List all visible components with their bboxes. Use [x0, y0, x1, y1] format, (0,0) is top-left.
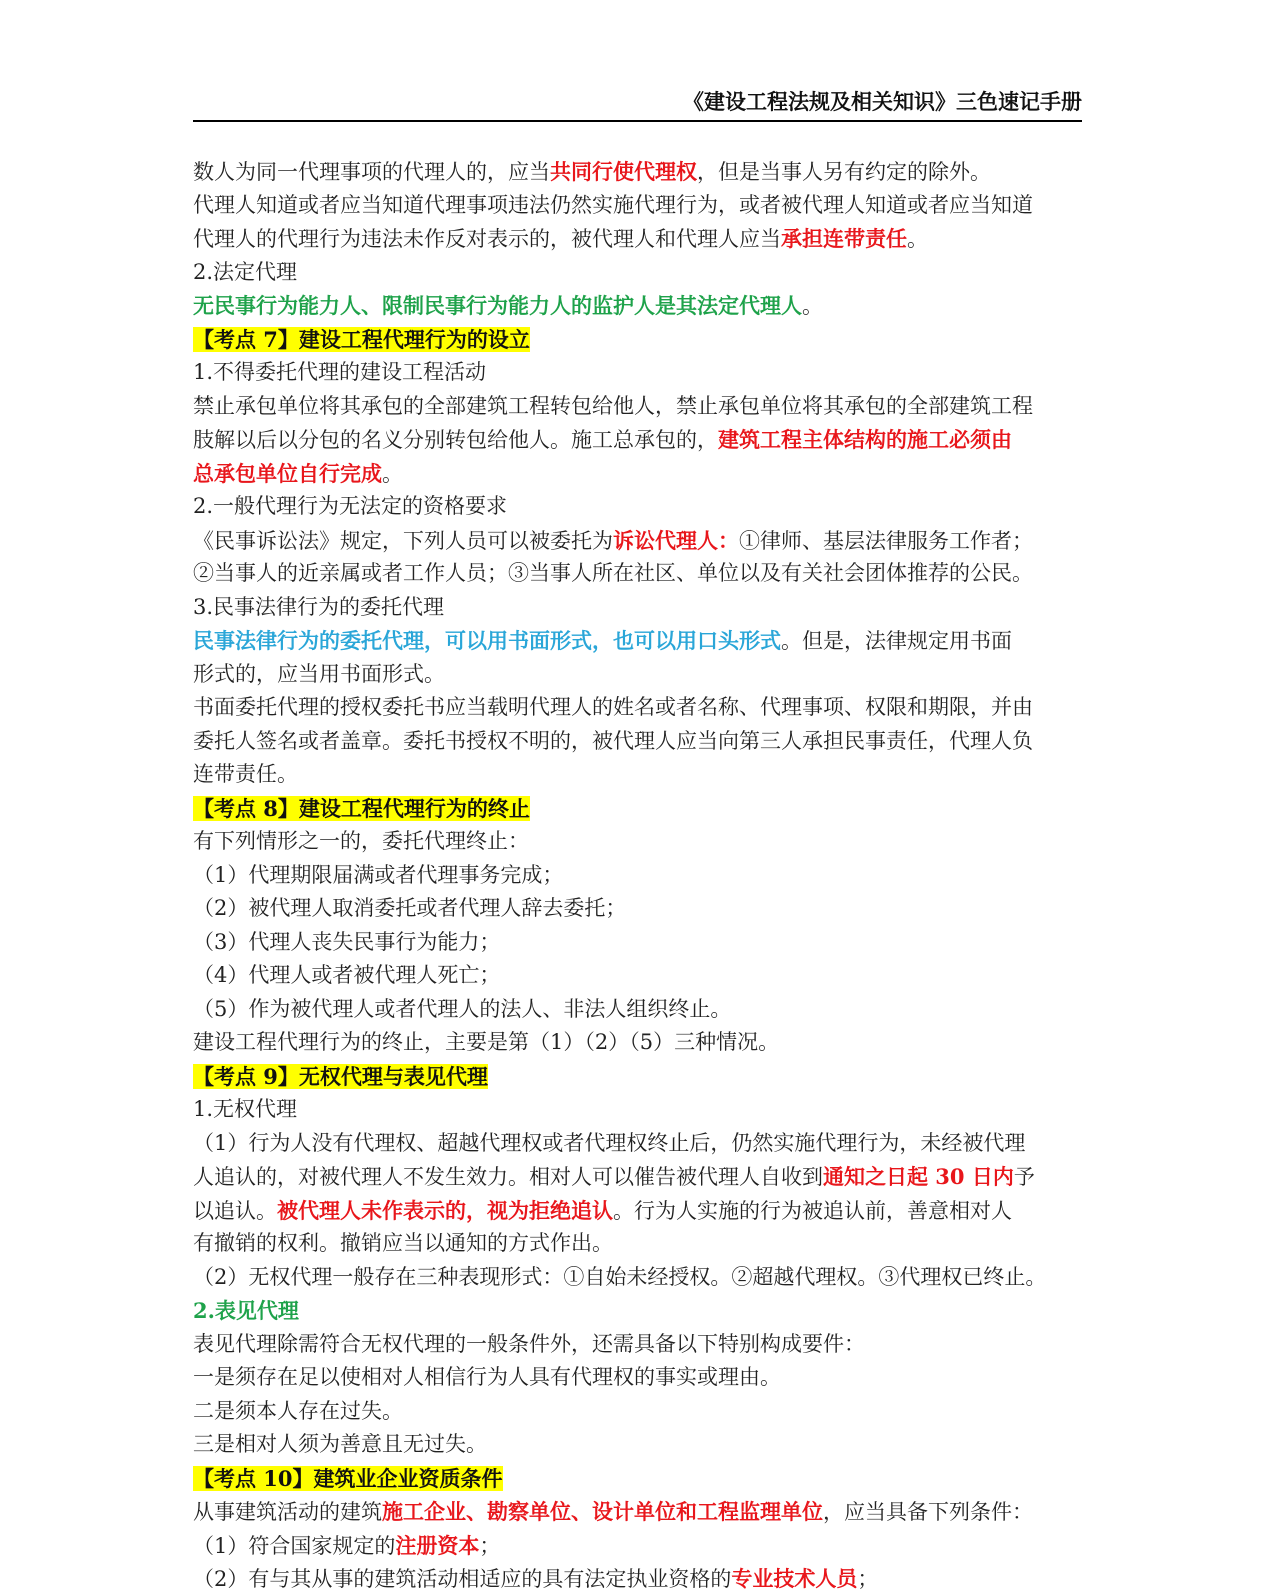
- highlighted-text: 建筑工程主体结构的施工必须由: [718, 427, 1012, 452]
- text-line: [193, 758, 1082, 792]
- highlighted-text: 无民事行为能力人、限制民事行为能力人的监护人是其法定代理人: [193, 293, 802, 318]
- text-segment: 。行为人实施的行为被追认前，善意相对人: [613, 1198, 1012, 1223]
- text-line: [193, 189, 1082, 223]
- text-line: [193, 1160, 1082, 1194]
- text-line: [193, 1127, 1082, 1161]
- text-line: [193, 490, 1082, 524]
- text-segment: ①律师、基层法律服务工作者；: [739, 528, 1033, 553]
- text-segment: ，应当具备下列条件：: [823, 1500, 1033, 1524]
- text-segment: 以追认。: [193, 1198, 277, 1223]
- text-segment: 三是相对人须为善意且无过失。: [193, 1432, 487, 1456]
- highlighted-text: 共同行使代理权: [550, 159, 697, 184]
- text-segment: 二是须本人存在过失。: [193, 1398, 403, 1423]
- text-segment: 《民事诉讼法》规定，下列人员可以被委托为: [193, 528, 613, 553]
- text-segment: 。但是，法律规定用书面: [781, 629, 1012, 653]
- text-segment: 。: [907, 227, 928, 251]
- header-title: 《建设工程法规及相关知识》三色速记手册: [683, 89, 1082, 114]
- text-line: [193, 323, 1082, 357]
- text-segment: 肢解以后以分包的名义分别转包给他人。施工总承包的，: [193, 428, 718, 452]
- text-line: [193, 1093, 1082, 1127]
- text-line: [193, 725, 1082, 759]
- text-segment: （4）代理人或者被代理人死亡；: [193, 963, 501, 987]
- text-line: [193, 1227, 1082, 1261]
- text-segment: 代理人知道或者应当知道代理事项违法仍然实施代理行为，或者被代理人知道或者应当知道: [193, 192, 1033, 217]
- text-line: [193, 524, 1082, 558]
- text-segment: 数人为同一代理事项的代理人的，应当: [193, 160, 550, 184]
- text-line: [193, 390, 1082, 424]
- text-segment: ；: [857, 1567, 879, 1591]
- text-segment: 表见代理除需符合无权代理的一般条件外，还需具备以下特别构成要件：: [193, 1331, 865, 1356]
- text-line: [193, 1060, 1082, 1094]
- text-segment: 1.不得委托代理的建设工程活动: [193, 360, 487, 384]
- text-line: [193, 1395, 1082, 1429]
- highlighted-text: 注册资本: [395, 1532, 480, 1558]
- text-line: [193, 926, 1082, 960]
- text-line: [193, 792, 1082, 826]
- text-line: [193, 222, 1082, 256]
- text-segment: 一是须存在足以使相对人相信行为人具有代理权的事实或理由。: [193, 1365, 781, 1389]
- highlighted-text: 2.表见代理: [193, 1298, 299, 1323]
- text-line: [193, 1462, 1082, 1496]
- text-segment: 。: [382, 461, 403, 486]
- text-segment: 1.无权代理: [193, 1097, 298, 1121]
- text-line: [193, 1261, 1082, 1295]
- page-header: [193, 84, 1082, 122]
- section-heading: 【考点 8】建设工程代理行为的终止: [193, 795, 530, 821]
- text-line: [193, 289, 1082, 323]
- text-segment: 予: [1013, 1165, 1035, 1189]
- text-line: [193, 1428, 1082, 1462]
- text-segment: （1）符合国家规定的: [193, 1533, 396, 1558]
- text-segment: （5）作为被代理人或者代理人的法人、非法人组织终止。: [193, 996, 732, 1021]
- text-segment: 形式的，应当用书面形式。: [193, 661, 445, 686]
- text-line: [193, 1529, 1082, 1563]
- text-line: [193, 859, 1082, 893]
- text-line: [193, 256, 1082, 290]
- highlighted-text: 通知之日起 30 日内: [823, 1164, 1014, 1189]
- text-segment: 禁止承包单位将其承包的全部建筑工程转包给他人，禁止承包单位将其承包的全部建筑工程: [193, 393, 1033, 418]
- text-segment: 委托人签名或者盖章。委托书授权不明的，被代理人应当向第三人承担民事责任，代理人负: [193, 728, 1033, 753]
- text-line: [193, 624, 1082, 658]
- text-line: [193, 155, 1082, 189]
- text-line: [193, 591, 1082, 625]
- text-segment: 有撤销的权利。撤销应当以通知的方式作出。: [193, 1231, 613, 1255]
- text-segment: （2）有与其从事的建筑活动相适应的具有法定执业资格的: [193, 1567, 732, 1591]
- text-line: [193, 691, 1082, 725]
- text-segment: （2）被代理人取消委托或者代理人辞去委托；: [193, 896, 627, 920]
- text-segment: ，但是当事人另有约定的除外。: [697, 160, 991, 184]
- text-segment: 有下列情形之一的，委托代理终止：: [193, 829, 529, 853]
- text-segment: （3）代理人丧失民事行为能力；: [193, 929, 501, 954]
- text-line: [193, 1026, 1082, 1060]
- text-segment: 从事建筑活动的建筑: [193, 1500, 382, 1524]
- text-segment: 连带责任。: [193, 762, 298, 786]
- text-line: [193, 1294, 1082, 1328]
- text-line: [193, 457, 1082, 491]
- highlighted-text: 总承包单位自行完成: [193, 460, 382, 486]
- text-line: [193, 1562, 1082, 1596]
- text-segment: （1）代理期限届满或者代理事务完成；: [193, 862, 564, 887]
- text-segment: （2）无权代理一般存在三种表现形式：①自始未经授权。②超越代理权。③代理权已终止。: [193, 1264, 1047, 1289]
- document-body: [193, 155, 1082, 1596]
- text-line: [193, 825, 1082, 859]
- text-line: [193, 356, 1082, 390]
- text-line: [193, 1495, 1082, 1529]
- highlighted-text: 诉讼代理人：: [613, 527, 739, 553]
- text-segment: 建设工程代理行为的终止，主要是第（1）（2）（5）三种情况。: [193, 1030, 780, 1054]
- text-line: [193, 423, 1082, 457]
- text-line: [193, 1361, 1082, 1395]
- section-heading: 【考点 7】建设工程代理行为的设立: [193, 326, 530, 352]
- text-segment: （1）行为人没有代理权、超越代理权或者代理权终止后，仍然实施代理行为，未经被代理: [193, 1130, 1026, 1155]
- text-segment: ；: [479, 1533, 501, 1558]
- section-heading: 【考点 10】建筑业企业资质条件: [193, 1465, 503, 1491]
- highlighted-text: 民事法律行为的委托代理，可以用书面形式，也可以用口头形式: [193, 628, 781, 653]
- text-line: [193, 959, 1082, 993]
- text-line: [193, 1194, 1082, 1228]
- text-segment: ②当事人的近亲属或者工作人员；③当事人所在社区、单位以及有关社会团体推荐的公民。: [193, 561, 1033, 585]
- text-line: [193, 993, 1082, 1027]
- text-line: [193, 557, 1082, 591]
- section-heading: 【考点 9】无权代理与表见代理: [193, 1063, 488, 1089]
- text-segment: 代理人的代理行为违法未作反对表示的，被代理人和代理人应当: [193, 227, 781, 251]
- text-segment: 书面委托代理的授权委托书应当载明代理人的姓名或者名称、代理事项、权限和期限，并由: [193, 695, 1033, 719]
- text-segment: 人追认的，对被代理人不发生效力。相对人可以催告被代理人自收到: [193, 1165, 823, 1189]
- highlighted-text: 承担连带责任: [781, 226, 907, 251]
- text-line: [193, 892, 1082, 926]
- text-segment: 3.民事法律行为的委托代理: [193, 594, 445, 619]
- text-line: [193, 658, 1082, 692]
- highlighted-text: 被代理人未作表示的，视为拒绝追认: [277, 1197, 613, 1223]
- text-segment: 。: [802, 294, 823, 318]
- text-segment: 2.一般代理行为无法定的资格要求: [193, 494, 508, 518]
- text-line: [193, 1328, 1082, 1362]
- highlighted-text: 专业技术人员: [731, 1566, 858, 1591]
- highlighted-text: 施工企业、勘察单位、设计单位和工程监理单位: [382, 1499, 823, 1524]
- text-segment: 2.法定代理: [193, 259, 298, 284]
